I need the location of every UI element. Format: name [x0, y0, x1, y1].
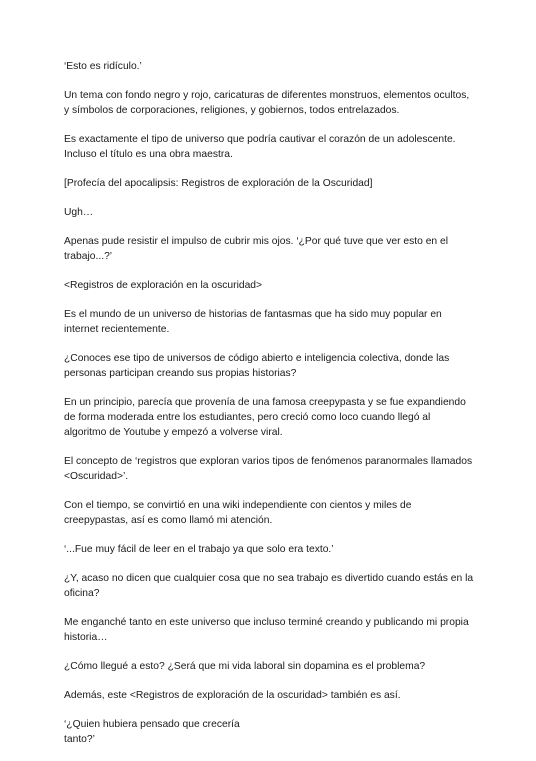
paragraph: En un principio, parecía que provenía de una famosa creepypasta y se fue expandiendo de forma moderada entre los estudiantes, pero creció como loco cuando llegó al algoritmo de Youtube y empezó a volverse viral.: [64, 397, 466, 438]
paragraph: ‘¿Quien hubiera pensado que crecería tanto?’: [64, 719, 240, 745]
paragraph: ‘...Fue muy fácil de leer en el trabajo ya que solo era texto.’: [64, 544, 334, 555]
paragraph: Un tema con fondo negro y rojo, caricaturas de diferentes monstruos, elementos ocultos, y símbolos de corporaciones, religiones, y gobiernos, todos entrelazados.: [64, 90, 470, 116]
paragraph: Ugh…: [64, 207, 94, 218]
paragraph: Me enganché tanto en este universo que incluso terminé creando y publicando mi propia historia…: [64, 617, 469, 643]
paragraph: [Profecía del apocalipsis: Registros de exploración de la Oscuridad]: [64, 178, 373, 189]
paragraph: ¿Y, acaso no dicen que cualquier cosa que no sea trabajo es divertido cuando estás en la oficina?: [64, 573, 474, 599]
paragraph: Con el tiempo, se convirtió en una wiki independiente con cientos y miles de creepypastas, así es como llamó mi atención.: [64, 500, 412, 526]
paragraph: ‘Esto es ridículo.’: [64, 61, 142, 72]
paragraph: Es el mundo de un universo de historias de fantasmas que ha sido muy popular en internet recientemente.: [64, 309, 442, 335]
document-page: [64, 59, 474, 761]
paragraph: El concepto de ‘registros que exploran varios tipos de fenómenos paranormales llamados <Oscuridad>’.: [64, 456, 473, 482]
paragraph: Es exactamente el tipo de universo que podría cautivar el corazón de un adolescente. Incluso el título es una obra maestra.: [64, 134, 456, 160]
paragraph: ¿Conoces ese tipo de universos de código abierto e inteligencia colectiva, donde las personas participan creando sus propias historias?: [64, 353, 450, 379]
paragraph: Apenas pude resistir el impulso de cubrir mis ojos. ‘¿Por qué tuve que ver esto en el trabajo...?’: [64, 236, 449, 262]
paragraph: <Registros de exploración en la oscuridad>: [64, 280, 263, 291]
paragraph: Además, este <Registros de exploración de la oscuridad> también es así.: [64, 690, 401, 701]
paragraph: ¿Cómo llegué a esto? ¿Será que mi vida laboral sin dopamina es el problema?: [64, 661, 426, 672]
